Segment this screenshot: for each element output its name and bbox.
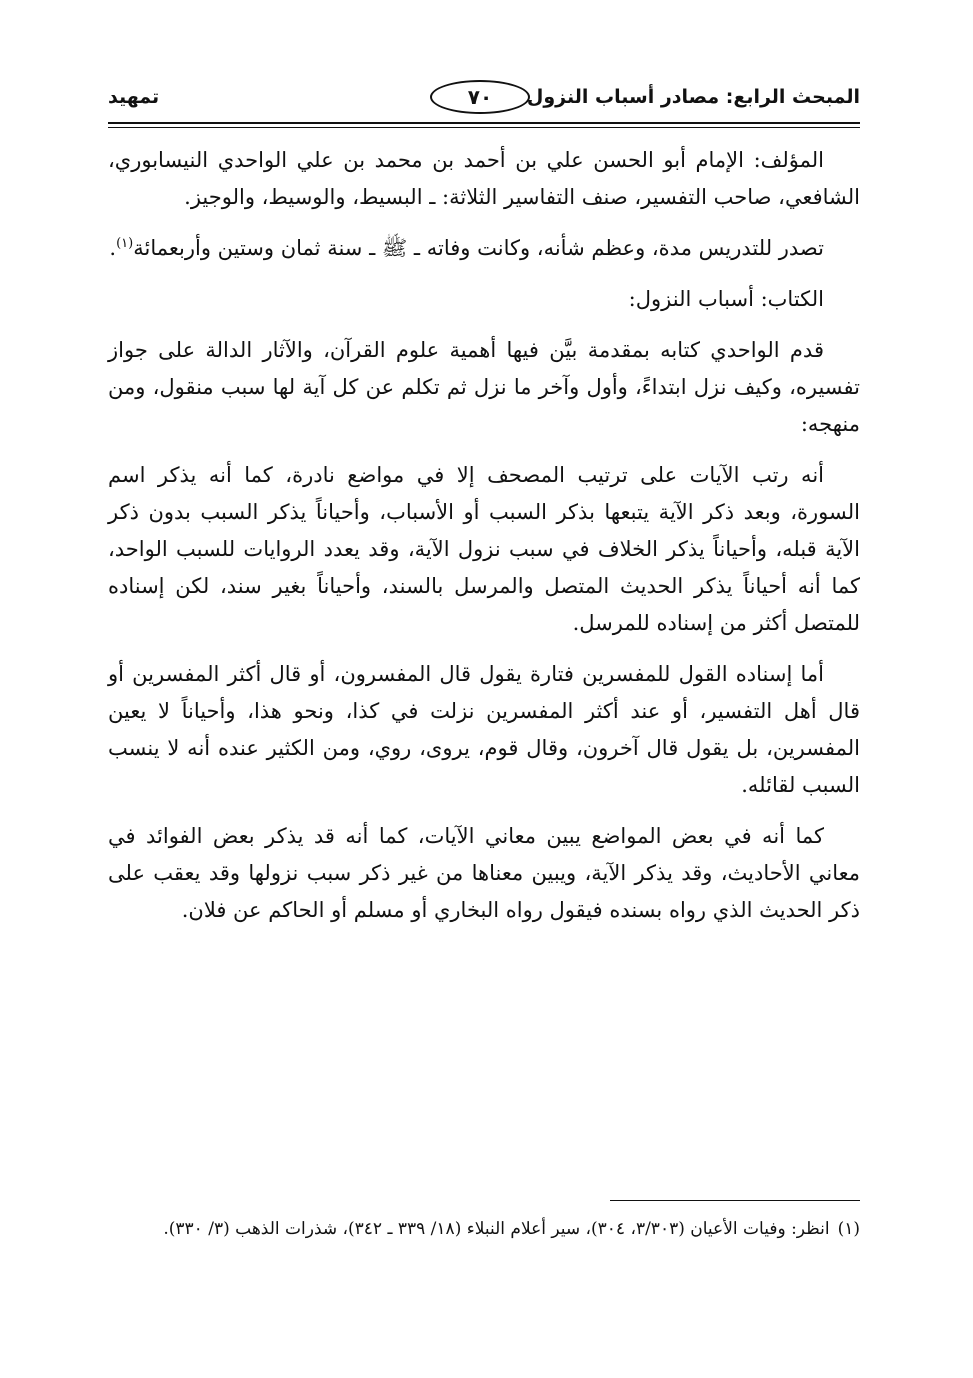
paragraph-death-text: تصدر للتدريس مدة، وعظم شأنه، وكانت وفاته ـ ﷺ ـ سنة ثمان وستين وأربعمائة	[133, 236, 824, 260]
header-rule-thin	[108, 127, 860, 128]
page-number: ٧٠	[467, 85, 493, 109]
footnote-marker: (١)	[837, 1219, 860, 1239]
section-title: تمهيد	[108, 86, 160, 108]
paragraph-introduction: قدم الواحدي كتابه بمقدمة بيَّن فيها أهمية علوم القرآن، والآثار الدالة على جواز تفسيره، وكيف نزل ابتداءً، وأول وآخر ما نزل ثم تكلم عن كل آية لها سبب منقول، ومن منهجه:	[108, 338, 860, 436]
footnotes	[108, 1214, 860, 1244]
paragraph-book-heading: الكتاب: أسباب النزول:	[628, 287, 824, 311]
page-number-oval	[430, 80, 530, 114]
paragraph-author: المؤلف: الإمام أبو الحسن علي بن أحمد بن محمد بن علي الواحدي النيسابوري، الشافعي، صاحب التفسير، صنف التفاسير الثلاثة: ـ البسيط، والوسيط، والوجيز.	[108, 148, 860, 209]
running-header	[108, 80, 860, 124]
paragraph-method: أنه رتب الآيات على ترتيب المصحف إلا في مواضع نادرة، كما أنه يذكر اسم السورة، وبعد ذكر الآية يتبعها بذكر السبب أو الأسباب، وأحياناً يذكر السبب بدون ذكر الآية قبله، وأحياناً يذكر الخلاف في سبب نزول الآية، وقد يعدد الروايات للسبب الواحد، كما أنه أحياناً يذكر الحديث المتصل والمرسل بالسند، وأحياناً بغير سند، لكن إسناده للمتصل أكثر من إسناده للمرسل.	[108, 463, 860, 635]
paragraph-death	[108, 230, 860, 267]
paragraph-death-end: .	[109, 236, 117, 260]
main-text	[108, 142, 860, 943]
header-rule	[108, 122, 860, 124]
paragraph-explanation: كما أنه في بعض المواضع يبين معاني الآيات، كما أنه قد يذكر بعض الفوائد في معاني الأحاديث، وقد يذكر الآية، ويبين معناها من غير ذكر سبب نزولها وقد يعقب على ذكر الحديث الذي رواه بسنده فيقول رواه البخاري أو مسلم أو الحاكم عن فلان.	[108, 824, 860, 922]
footnote-separator	[610, 1200, 860, 1201]
footnote-reference: (١)	[116, 236, 134, 251]
chapter-title: المبحث الرابع: مصادر أسباب النزول	[526, 86, 860, 108]
footnote-text: انظر: وفيات الأعيان (٣/٣٠٣، ٣٠٤)، سير أعلام النبلاء (١٨/ ٣٣٩ ـ ٣٤٢)، شذرات الذهب (٣/ ٣٣٠).	[163, 1219, 830, 1239]
footnote-item	[108, 1214, 860, 1244]
paragraph-attribution: أما إسناده القول للمفسرين فتارة يقول قال المفسرون، أو قال أكثر المفسرين أو قال أهل التفسير، أو عند أكثر المفسرين نزلت في كذا، ونحو هذا، وأحياناً لا يعين المفسرين، بل يقول قال آخرون، وقال قوم، يروى، روي، ومن الكثير عنده أنه لا ينسب السبب لقائله.	[108, 662, 860, 797]
